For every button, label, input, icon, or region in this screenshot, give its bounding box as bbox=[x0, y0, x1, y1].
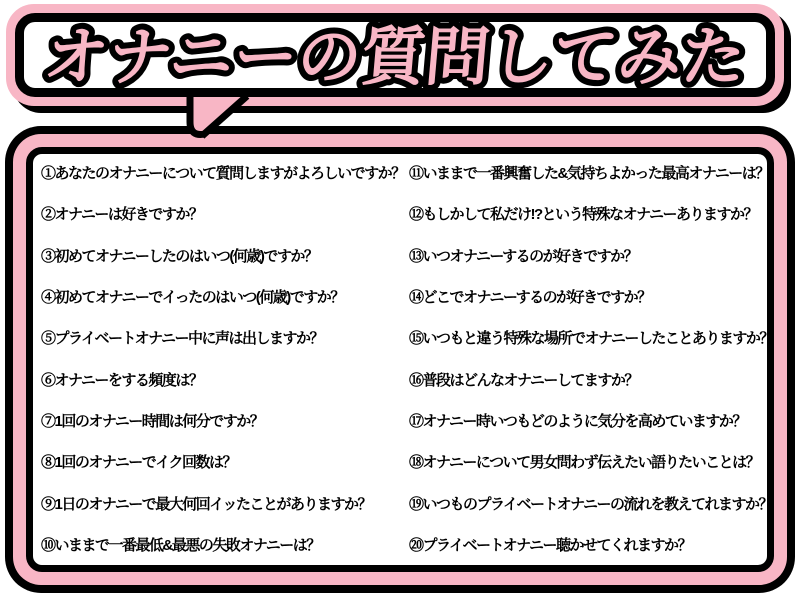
question-item: ⑨1日のオナニーで最大何回イッたことがありますか？ bbox=[41, 495, 371, 513]
question-item: ⑳プライベートオナニー聴かせてくれますか？ bbox=[409, 536, 692, 554]
questions-panel-ring bbox=[13, 134, 787, 585]
speech-bubble-tail-icon bbox=[175, 98, 265, 146]
question-item: ⑯普段はどんなオナニーしてますか？ bbox=[409, 371, 638, 389]
question-item: ⑪いままで一番興奮した&気持ちよかった最高オナニーは？ bbox=[409, 165, 769, 182]
question-item: ⑲いつものプライベートオナニーの流れを教えてれますか？ bbox=[409, 495, 773, 513]
page-title: オナニーの質問してみた bbox=[41, 21, 749, 93]
question-item: ③初めてオナニーしたのはいつ(何歳)ですか？ bbox=[41, 247, 318, 265]
question-item: ②オナニーは好きですか？ bbox=[41, 206, 203, 224]
question-item: ⑭どこでオナニーするのが好きですか？ bbox=[409, 288, 651, 306]
question-item: ①あなたのオナニーについて質問しますがよろしいですか？ bbox=[41, 165, 405, 182]
question-item: ⑬いつオナニーするのが好きですか？ bbox=[409, 247, 638, 265]
question-item: ⑤プライベートオナニー中に声は出しますか？ bbox=[41, 330, 324, 348]
question-item: ⑫もしかして私だけ!?という特殊なオナニーありますか？ bbox=[409, 206, 758, 224]
question-item: ⑥オナニーをする頻度は？ bbox=[41, 371, 203, 389]
question-item: ⑦1回のオナニー時間は何分ですか？ bbox=[41, 412, 264, 430]
question-item: ⑧1回のオナニーでイク回数は？ bbox=[41, 454, 236, 472]
questions-panel-inner bbox=[26, 147, 774, 572]
question-item: ⑱オナニーについて男女問わず伝えたい語りたいことは？ bbox=[409, 454, 760, 472]
question-item: ⑮いつもと違う特殊な場所でオナニーしたことありますか？ bbox=[409, 330, 773, 348]
title-graphic bbox=[21, 7, 769, 103]
question-item: ⑩いままで一番最低&最悪の失敗オナニーは？ bbox=[41, 536, 320, 554]
questions-column-right bbox=[409, 162, 773, 557]
questions-panel bbox=[5, 126, 795, 593]
question-item: ④初めてオナニーでイったのはいつ(何歳)ですか？ bbox=[41, 288, 344, 306]
title-bubble bbox=[6, 4, 784, 106]
question-item: ⑰オナニー時いつもどのように気分を高めていますか？ bbox=[409, 412, 746, 430]
questions-column-left bbox=[41, 162, 409, 557]
title-bubble-inner bbox=[15, 13, 775, 97]
